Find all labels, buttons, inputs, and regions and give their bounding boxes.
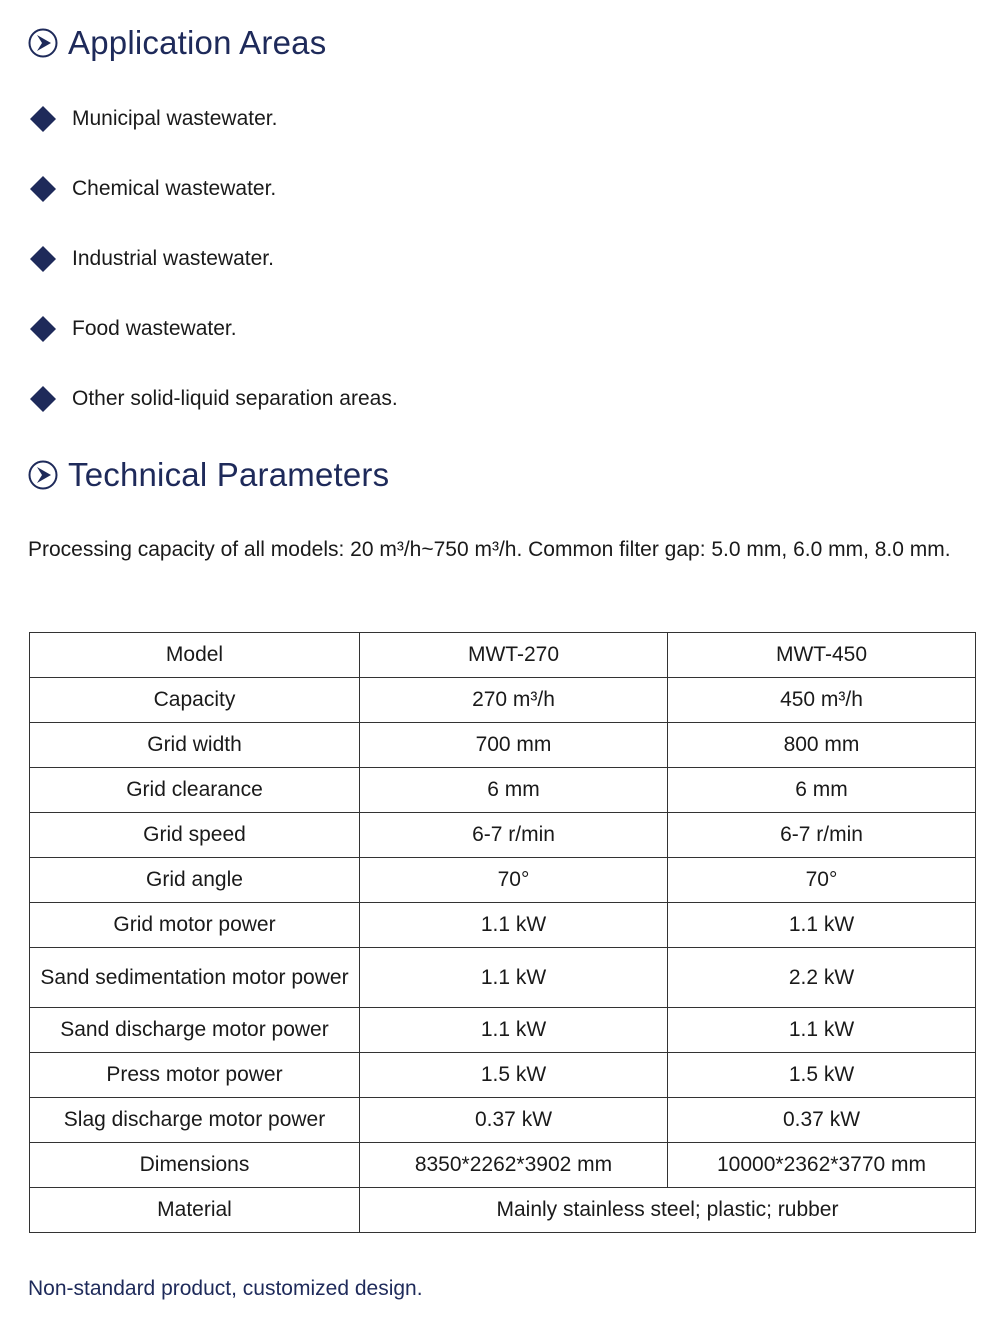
list-item-text: Chemical wastewater.	[72, 177, 277, 200]
param-value: 1.1 kW	[360, 1008, 668, 1053]
table-row	[30, 1008, 976, 1053]
param-value: 2.2 kW	[668, 948, 976, 1008]
param-value: 0.37 kW	[668, 1098, 976, 1143]
param-value: 1.5 kW	[360, 1053, 668, 1098]
param-value: 6-7 r/min	[360, 813, 668, 858]
material-value: Mainly stainless steel; plastic; rubber	[360, 1188, 976, 1233]
param-value: 1.1 kW	[668, 1008, 976, 1053]
param-label: Grid clearance	[30, 768, 360, 813]
list-item	[28, 101, 398, 171]
param-label: Grid speed	[30, 813, 360, 858]
diamond-icon	[28, 104, 58, 134]
list-item-text: Other solid-liquid separation areas.	[72, 387, 398, 410]
table-row	[30, 1098, 976, 1143]
footer-note: Non-standard product, customized design.	[28, 1277, 423, 1300]
table-row	[30, 678, 976, 723]
list-item	[28, 241, 398, 311]
param-label: Sand discharge motor power	[30, 1008, 360, 1053]
list-item	[28, 311, 398, 381]
section-title: Application Areas	[68, 24, 327, 61]
list-item-text: Industrial wastewater.	[72, 247, 274, 270]
param-value: 270 m³/h	[360, 678, 668, 723]
parameters-table	[29, 632, 976, 1233]
param-value: 6 mm	[668, 768, 976, 813]
param-value: 450 m³/h	[668, 678, 976, 723]
param-label: Grid motor power	[30, 903, 360, 948]
application-areas-heading	[28, 24, 326, 62]
param-value: 0.37 kW	[360, 1098, 668, 1143]
table-row	[30, 948, 976, 1008]
table-header-row	[30, 633, 976, 678]
param-value: 700 mm	[360, 723, 668, 768]
diamond-icon	[28, 314, 58, 344]
table-row	[30, 858, 976, 903]
header-cell: Model	[30, 633, 360, 678]
param-value: 1.1 kW	[360, 948, 668, 1008]
table-row	[30, 723, 976, 768]
capacity-intro: Processing capacity of all models: 20 m³/h~750 m³/h. Common filter gap: 5.0 mm, 6.0 mm, 8.0 mm.	[28, 538, 951, 561]
application-list	[28, 101, 398, 451]
diamond-icon	[28, 174, 58, 204]
list-item	[28, 171, 398, 241]
param-value: 1.1 kW	[668, 903, 976, 948]
table-row	[30, 813, 976, 858]
list-item-text: Municipal wastewater.	[72, 107, 278, 130]
header-cell: MWT-450	[668, 633, 976, 678]
param-value: 6-7 r/min	[668, 813, 976, 858]
section-title: Technical Parameters	[68, 456, 390, 493]
param-label: Capacity	[30, 678, 360, 723]
circle-arrow-icon	[28, 28, 58, 58]
param-label: Dimensions	[30, 1143, 360, 1188]
header-cell: MWT-270	[360, 633, 668, 678]
param-label: Slag discharge motor power	[30, 1098, 360, 1143]
diamond-icon	[28, 244, 58, 274]
param-value: 10000*2362*3770 mm	[668, 1143, 976, 1188]
circle-arrow-icon	[28, 460, 58, 490]
diamond-icon	[28, 384, 58, 414]
param-label: Press motor power	[30, 1053, 360, 1098]
param-value: 70°	[668, 858, 976, 903]
param-value: 1.5 kW	[668, 1053, 976, 1098]
table-row	[30, 1053, 976, 1098]
list-item-text: Food wastewater.	[72, 317, 237, 340]
table-row	[30, 903, 976, 948]
technical-parameters-heading	[28, 456, 389, 494]
param-label: Material	[30, 1188, 360, 1233]
param-label: Grid width	[30, 723, 360, 768]
param-value: 6 mm	[360, 768, 668, 813]
param-value: 70°	[360, 858, 668, 903]
table-row	[30, 768, 976, 813]
param-label: Grid angle	[30, 858, 360, 903]
param-value: 1.1 kW	[360, 903, 668, 948]
list-item	[28, 381, 398, 451]
table-row	[30, 1143, 976, 1188]
table-row	[30, 1188, 976, 1233]
param-label: Sand sedimentation motor power	[30, 948, 360, 1008]
param-value: 800 mm	[668, 723, 976, 768]
param-value: 8350*2262*3902 mm	[360, 1143, 668, 1188]
